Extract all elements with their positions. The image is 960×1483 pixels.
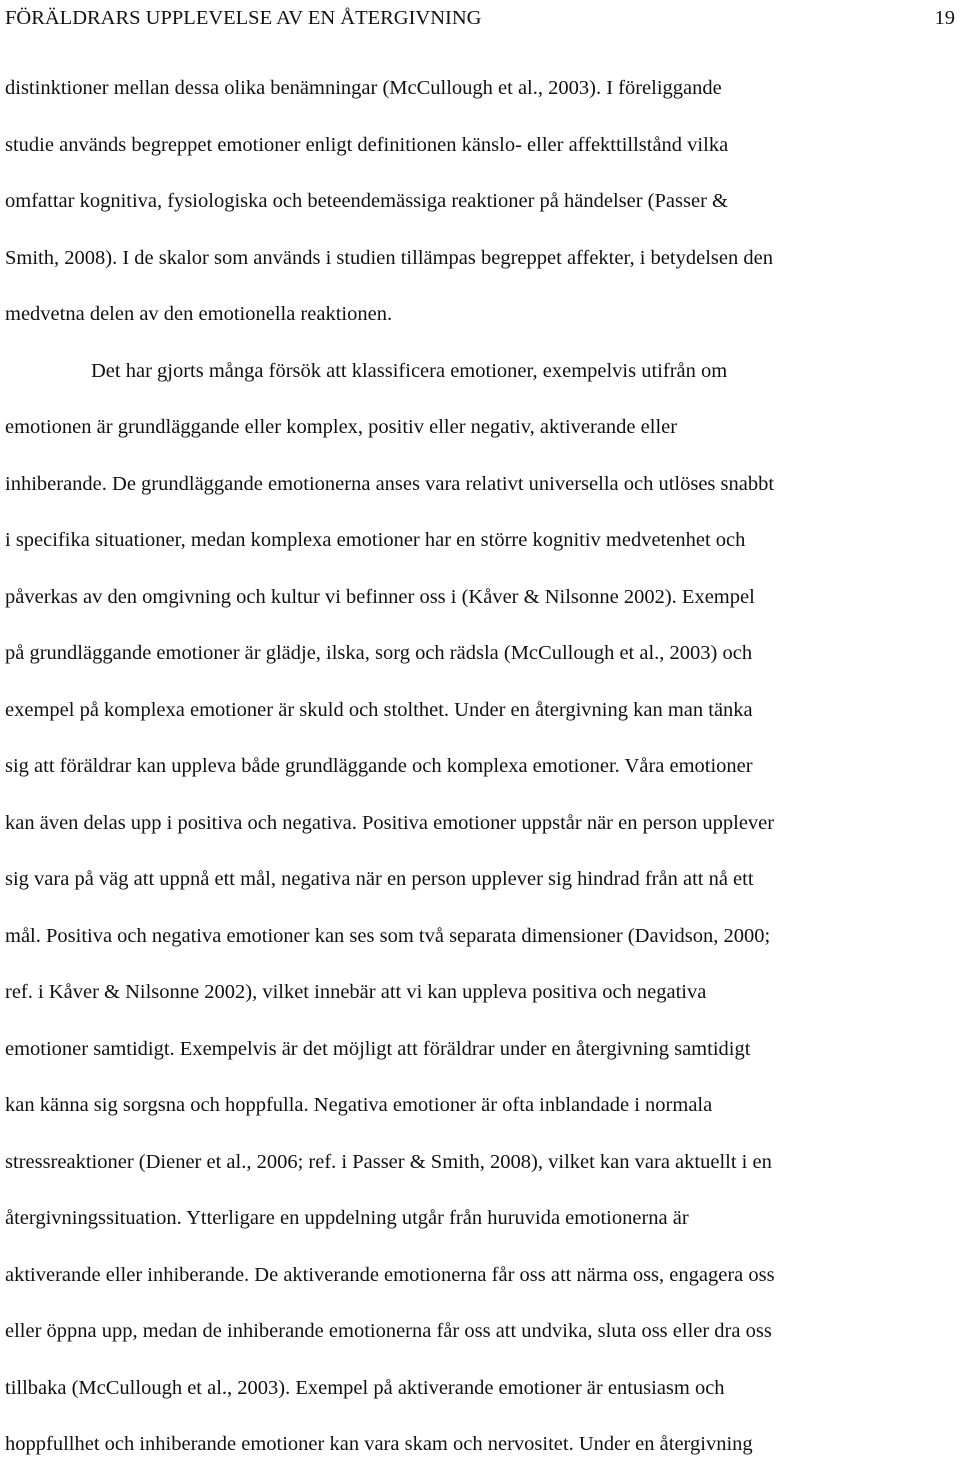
text-line: kan även delas upp i positiva och negativa. Positiva emotioner uppstår när en person upplever [5,811,775,834]
text-line: sig vara på väg att uppnå ett mål, negativa när en person upplever sig hindrad från att nå ett [5,868,754,890]
text-line: inhiberande. De grundläggande emotionerna anses vara relativt universella och utlöses snabbt [5,472,775,495]
text-line: på grundläggande emotioner är glädje, ilska, sorg och rädsla (McCullough et al., 2003) och [5,642,753,664]
paragraph-first-line: Det har gjorts många försök att klassificera emotioner, exempelvis utifrån om [91,359,728,382]
text-line: Smith, 2008). I de skalor som används i studien tillämpas begreppet affekter, i betydelsen den [5,246,773,269]
text-line: påverkas av den omgivning och kultur vi befinner oss i (Kåver & Nilsonne 2002). Exempel [5,585,755,608]
text-line: studie används begreppet emotioner enligt definitionen känslo- eller affekttillstånd vilka [5,133,729,156]
text-line: emotionen är grundläggande eller komplex, positiv eller negativ, aktiverande eller [5,416,678,438]
body-text [5,70,955,1483]
text-line: ref. i Kåver & Nilsonne 2002), vilket innebär att vi kan uppleva positiva och negativa [5,981,707,1003]
text-line: i specifika situationer, medan komplexa emotioner har en större kognitiv medvetenhet och [5,529,746,551]
text-line: medvetna delen av den emotionella reaktionen. [5,303,393,325]
text-line: återgivningssituation. Ytterligare en uppdelning utgår från huruvida emotionerna är [5,1207,689,1229]
text-line: mål. Positiva och negativa emotioner kan ses som två separata dimensioner (Davidson, 2000; [5,924,771,947]
text-line: hoppfullhet och inhiberande emotioner kan vara skam och nervositet. Under en återgivning [5,1433,753,1455]
text-line: tillbaka (McCullough et al., 2003). Exempel på aktiverande emotioner är entusiasm och [5,1376,725,1399]
text-line: distinktioner mellan dessa olika benämningar (McCullough et al., 2003). I föreliggande [5,77,722,99]
page-number: 19 [934,7,955,29]
text-line: sig att föräldrar kan uppleva både grundläggande och komplexa emotioner. Våra emotioner [5,755,753,777]
text-line: omfattar kognitiva, fysiologiska och beteendemässiga reaktioner på händelser (Passer & [5,190,728,212]
running-header [5,4,955,32]
text-line: eller öppna upp, medan de inhiberande emotionerna får oss att undvika, sluta oss eller dra oss [5,1320,772,1342]
text-line: stressreaktioner (Diener et al., 2006; ref. i Passer & Smith, 2008), vilket kan vara aktuellt i en [5,1150,772,1173]
text-line: exempel på komplexa emotioner är skuld och stolthet. Under en återgivning kan man tänka [5,698,753,721]
text-line: emotioner samtidigt. Exempelvis är det möjligt att föräldrar under en återgivning samtidigt [5,1037,751,1060]
text-line: kan känna sig sorgsna och hoppfulla. Negativa emotioner är ofta inblandade i normala [5,1094,713,1116]
text-line: aktiverande eller inhiberande. De aktiverande emotionerna får oss att närma oss, engagera oss [5,1263,775,1286]
running-header-title: FÖRÄLDRARS UPPLEVELSE AV EN ÅTERGIVNING [5,7,482,29]
